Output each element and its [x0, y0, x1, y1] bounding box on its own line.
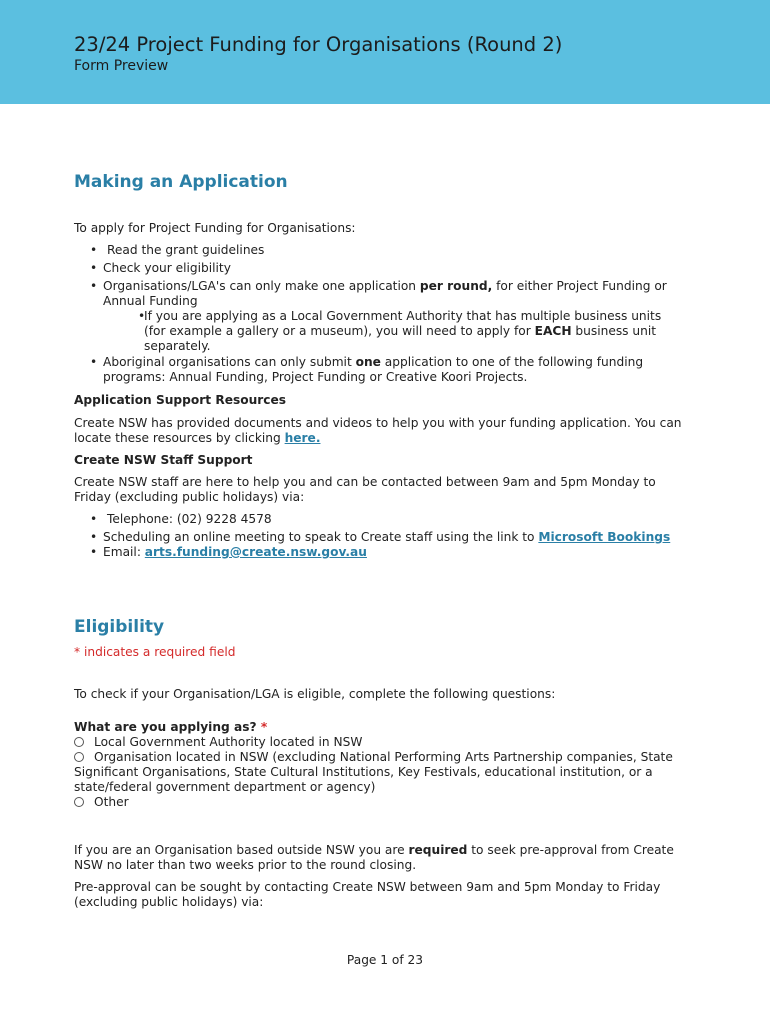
resources-heading: Application Support Resources	[74, 393, 287, 407]
list-item: • Read the grant guidelines	[74, 243, 684, 258]
required-star: *	[260, 720, 268, 734]
radio-option[interactable]: Organisation located in NSW (excluding National Performing Arts Partnership companies, State Significant Organisations, State Cultural Institutions, Key Festivals, educational institution, or a state/federal government department or agency)	[74, 750, 673, 794]
form-title: 23/24 Project Funding for Organisations (Round 2)	[74, 33, 563, 56]
required-note: * indicates a required field	[74, 645, 236, 659]
page-number: Page 1 of 23	[346, 953, 424, 967]
contact-list	[74, 512, 684, 560]
form-subtitle: Form Preview	[74, 58, 169, 74]
eligibility-intro: To check if your Organisation/LGA is eligible, complete the following questions:	[74, 687, 556, 701]
applying-as-question: What are you applying as? *	[74, 720, 268, 734]
list-item: • Telephone: (02) 9228 4578	[74, 512, 684, 527]
page-header	[0, 0, 770, 104]
list-item: • Check your eligibility	[74, 261, 684, 276]
making-application-title: Making an Application	[74, 172, 288, 192]
preapproval-text: Pre-approval can be sought by contacting Create NSW between 9am and 5pm Monday to Friday (excluding public holidays) via:	[74, 880, 661, 909]
microsoft-bookings-link[interactable]: Microsoft Bookings	[538, 530, 671, 544]
form-content	[74, 170, 684, 910]
radio-option[interactable]: Local Government Authority located in NSW	[74, 735, 684, 750]
outside-nsw-text: If you are an Organisation based outside NSW you are required to seek pre-approval from Create NSW no later than two weeks prior to the round closing.	[74, 843, 674, 872]
list-item: • Email: arts.funding@create.nsw.gov.au	[74, 545, 684, 560]
radio-circle-icon[interactable]	[74, 797, 84, 807]
list-item: • Aboriginal organisations can only submit one application to one of the following funding programs: Annual Funding, Project Funding or Creative Koori Projects.	[74, 355, 684, 385]
resources-text: Create NSW has provided documents and videos to help you with your funding application. You can locate these resources by clicking here.	[74, 416, 682, 445]
apply-list	[74, 243, 684, 385]
eligibility-title: Eligibility	[74, 617, 165, 637]
resources-link[interactable]: here.	[284, 431, 321, 445]
email-link[interactable]: arts.funding@create.nsw.gov.au	[144, 545, 367, 559]
radio-circle-icon[interactable]	[74, 737, 84, 747]
list-item: • Organisations/LGA's can only make one application per round, for either Project Funding or Annual Funding	[74, 279, 684, 309]
staff-support-text: Create NSW staff are here to help you and can be contacted between 9am and 5pm Monday to Friday (excluding public holidays) via:	[74, 475, 656, 504]
staff-support-heading: Create NSW Staff Support	[74, 453, 253, 467]
apply-intro: To apply for Project Funding for Organisations:	[74, 221, 356, 235]
radio-circle-icon[interactable]	[74, 752, 84, 762]
list-item: • Scheduling an online meeting to speak to Create staff using the link to Microsoft Bookings	[74, 530, 684, 545]
radio-option[interactable]: Other	[74, 795, 684, 810]
list-item: • If you are applying as a Local Government Authority that has multiple business units (for example a gallery or a museum), you will need to apply for EACH business unit separately.	[74, 309, 684, 354]
applying-as-options	[74, 735, 684, 810]
